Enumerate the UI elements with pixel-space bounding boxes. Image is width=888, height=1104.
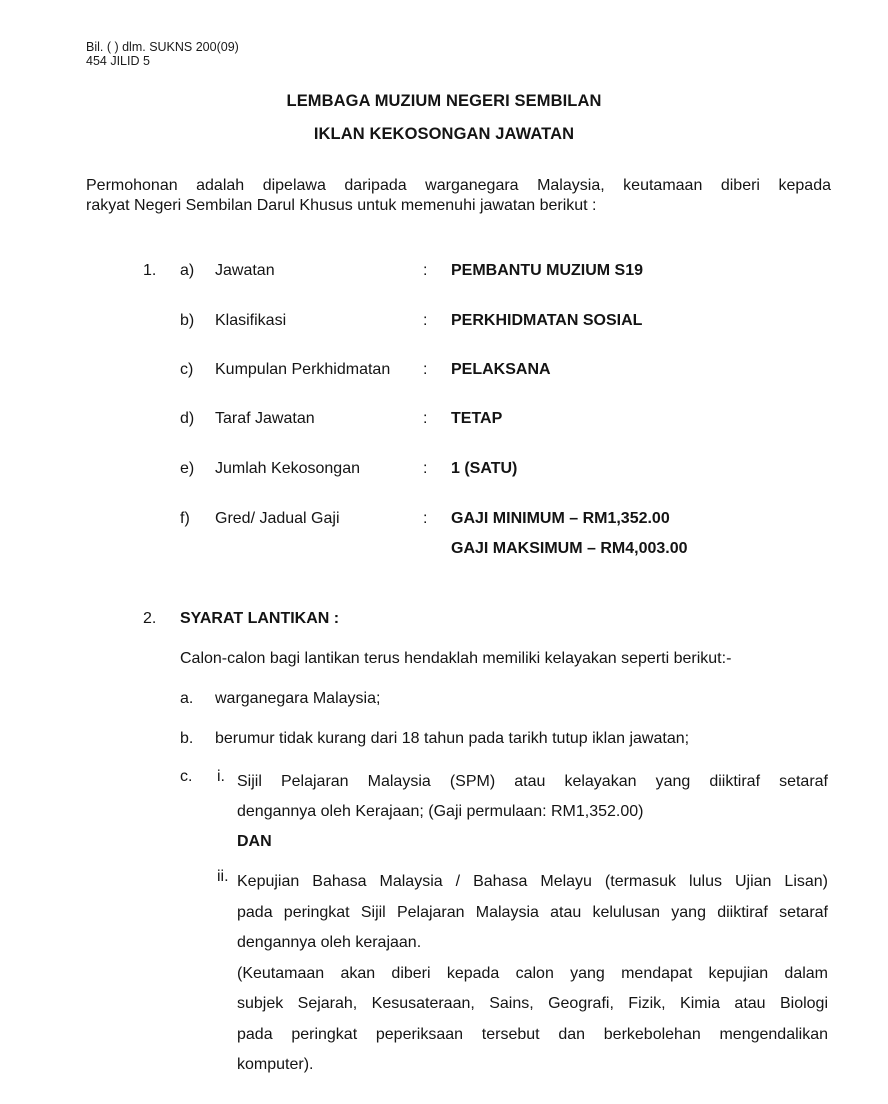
requirement-letter: b. — [180, 730, 194, 747]
intro-line-2: rakyat Negeri Sembilan Darul Khusus untuk memenuhi jawatan berikut : — [86, 197, 597, 214]
reference-volume: 454 JILID 5 — [86, 54, 150, 68]
detail-label: Jumlah Kekosongan — [215, 460, 360, 477]
detail-letter: a) — [180, 262, 195, 279]
requirement-text: berumur tidak kurang dari 18 tahun pada tarikh tutup iklan jawatan; — [215, 730, 690, 747]
detail-label: Jawatan — [215, 262, 275, 279]
sub-item-ii-line-3: dengannya oleh kerajaan. — [237, 934, 422, 951]
detail-label: Taraf Jawatan — [215, 410, 315, 427]
intro-paragraph — [86, 176, 831, 216]
sub-item-ii-line-2: pada peringkat Sijil Pelajaran Malaysia atau kelulusan yang diiktiraf setaraf — [237, 903, 828, 921]
detail-label: Klasifikasi — [215, 312, 287, 329]
detail-colon: : — [423, 262, 428, 279]
sub-item-ii-text — [237, 867, 828, 1081]
requirement-letter: a. — [180, 690, 194, 707]
detail-letter: c) — [180, 361, 194, 378]
requirement-letter: c. — [180, 768, 193, 785]
conjunction-dan: DAN — [237, 833, 272, 850]
section-2-lead: Calon-calon bagi lantikan terus hendaklah memiliki kelayakan seperti berikut:- — [180, 650, 732, 667]
detail-letter: e) — [180, 460, 195, 477]
salary-maximum: GAJI MAKSIMUM – RM4,003.00 — [451, 540, 688, 557]
preference-note-line-3: pada peringkat peperiksaan tersebut dan berkebolehan mengendalikan — [237, 1025, 828, 1043]
detail-colon: : — [423, 410, 428, 427]
detail-letter: f) — [180, 510, 190, 527]
detail-value: PERKHIDMATAN SOSIAL — [451, 312, 643, 329]
salary-minimum: GAJI MINIMUM – RM1,352.00 — [451, 510, 670, 527]
detail-value: 1 (SATU) — [451, 460, 518, 477]
detail-letter: b) — [180, 312, 195, 329]
section-1-number: 1. — [143, 262, 157, 279]
intro-line-1: Permohonan adalah dipelawa daripada warganegara Malaysia, keutamaan diberi kepada — [86, 177, 831, 194]
sub-item-i-line-2: dengannya oleh Kerajaan; (Gaji permulaan: RM1,352.00) — [237, 803, 644, 820]
detail-value: PEMBANTU MUZIUM S19 — [451, 262, 644, 279]
detail-label: Gred/ Jadual Gaji — [215, 510, 340, 527]
detail-colon: : — [423, 312, 428, 329]
requirement-text: warganegara Malaysia; — [215, 690, 381, 707]
sub-item-i-line-1: Sijil Pelajaran Malaysia (SPM) atau kelayakan yang diiktiraf setaraf — [237, 773, 828, 790]
section-2-number: 2. — [143, 610, 157, 627]
detail-value: PELAKSANA — [451, 361, 551, 378]
detail-letter: d) — [180, 410, 195, 427]
sub-item-ii-line-1: Kepujian Bahasa Malaysia / Bahasa Melayu (termasuk lulus Ujian Lisan) — [237, 873, 828, 890]
sub-item-marker-i: i. — [217, 768, 225, 785]
reference-number: Bil. ( ) dlm. SUKNS 200(09) — [86, 40, 239, 54]
sub-item-marker-ii: ii. — [217, 868, 229, 885]
section-2-heading: SYARAT LANTIKAN : — [180, 610, 340, 627]
detail-colon: : — [423, 510, 428, 527]
detail-colon: : — [423, 460, 428, 477]
preference-note-line-4: komputer). — [237, 1056, 314, 1073]
document-title: LEMBAGA MUZIUM NEGERI SEMBILAN — [286, 92, 602, 110]
preference-note-line-2: subjek Sejarah, Kesusateraan, Sains, Geografi, Fizik, Kimia atau Biologi — [237, 995, 828, 1012]
document-subtitle: IKLAN KEKOSONGAN JAWATAN — [313, 125, 575, 143]
detail-value: TETAP — [451, 410, 503, 427]
preference-note-line-1: (Keutamaan akan diberi kepada calon yang mendapat kepujian dalam — [237, 964, 828, 982]
detail-colon: : — [423, 361, 428, 378]
detail-label: Kumpulan Perkhidmatan — [215, 361, 391, 378]
sub-item-i-text — [237, 767, 828, 857]
